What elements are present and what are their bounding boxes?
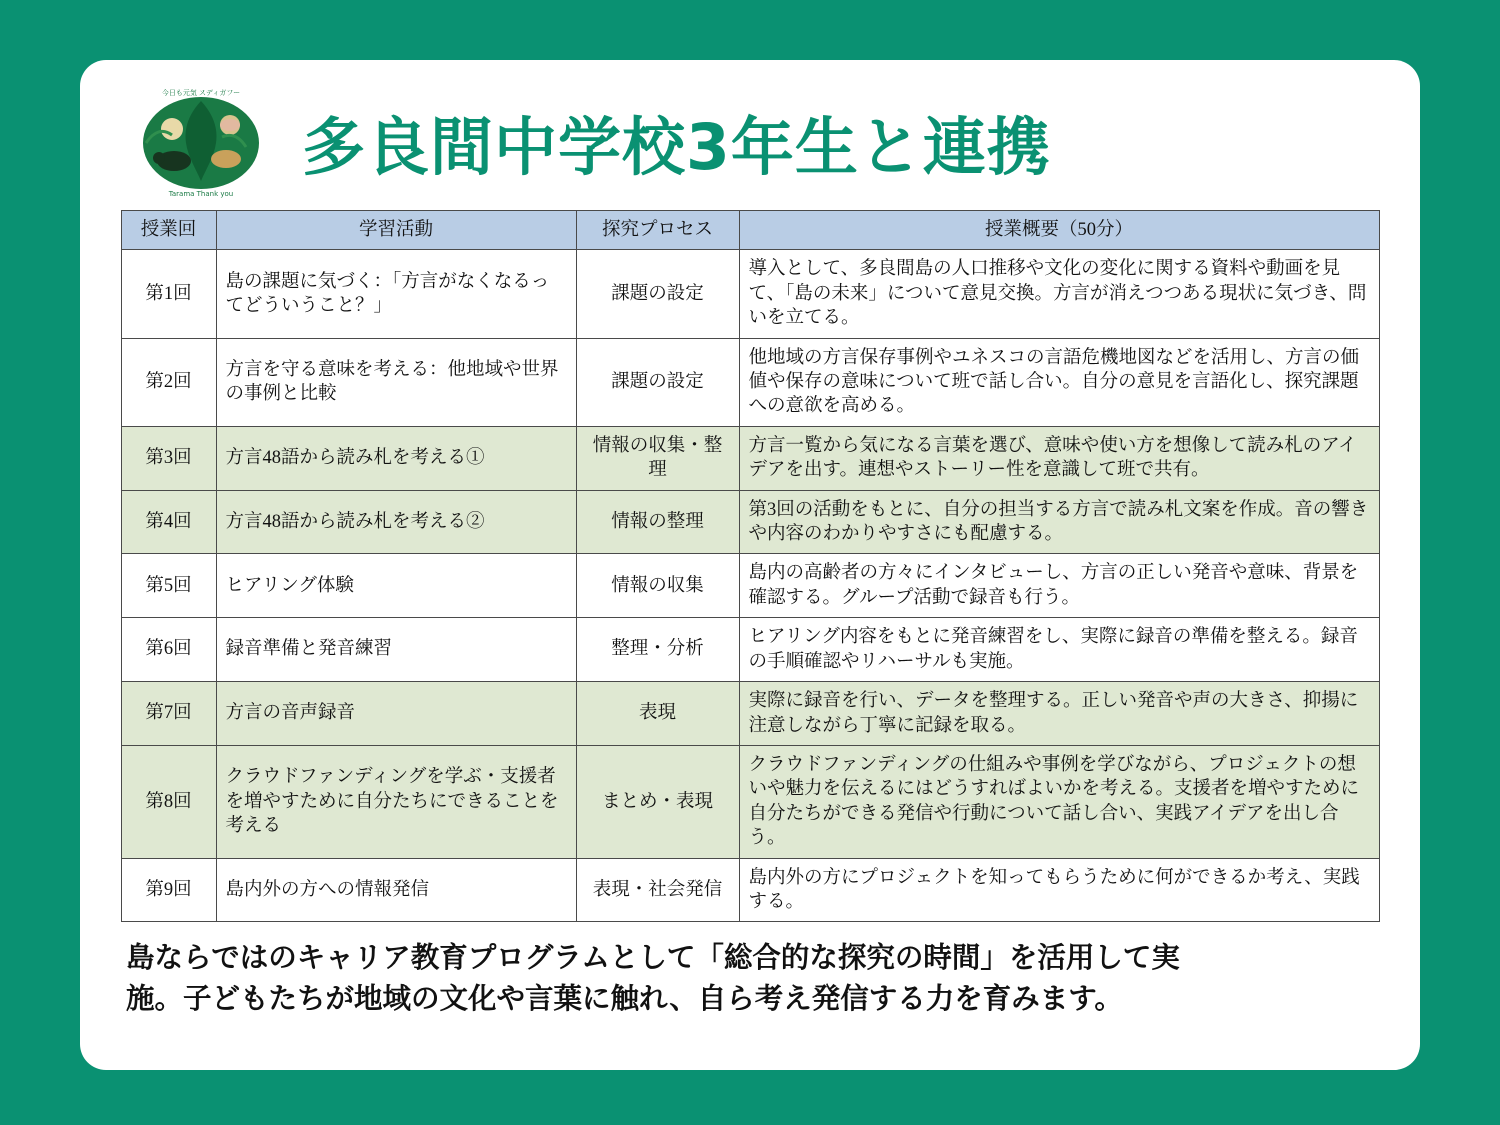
cell-outline: 方言一覧から気になる言葉を選び、意味や使い方を想像して読み札のアイデアを出す。連想やストーリー性を意識して班で共有。 <box>739 426 1379 490</box>
column-header-activity: 学習活動 <box>216 211 576 250</box>
cell-process: 課題の設定 <box>576 250 739 338</box>
svg-text:今日も元気 スディガフー: 今日も元気 スディガフー <box>161 88 241 97</box>
lesson-plan-table <box>121 210 1380 922</box>
cell-process: 整理・分析 <box>576 618 739 682</box>
cell-outline: 他地域の方言保存事例やユネスコの言語危機地図などを活用し、方言の価値や保存の意味について班で話し合い。自分の意見を言語化し、探究課題への意欲を高める。 <box>739 338 1379 426</box>
table-row <box>121 554 1379 618</box>
table-row <box>121 858 1379 922</box>
cell-process: 表現 <box>576 682 739 746</box>
table-row <box>121 618 1379 682</box>
svg-text:Tarama Thank you: Tarama Thank you <box>168 189 234 198</box>
cell-outline: 島内の高齢者の方々にインタビューし、方言の正しい発音や意味、背景を確認する。グループ活動で録音も行う。 <box>739 554 1379 618</box>
cell-process: まとめ・表現 <box>576 745 739 858</box>
table-row <box>121 426 1379 490</box>
cell-session: 第3回 <box>121 426 216 490</box>
table-header-row <box>121 211 1379 250</box>
cell-process: 情報の収集 <box>576 554 739 618</box>
cell-session: 第1回 <box>121 250 216 338</box>
cell-session: 第6回 <box>121 618 216 682</box>
table-row <box>121 682 1379 746</box>
cell-outline: 島内外の方にプロジェクトを知ってもらうために何ができるか考え、実践する。 <box>739 858 1379 922</box>
footer-line-2: 施。子どもたちが地域の文化や言葉に触れ、自ら考え発信する力を育みます。 <box>126 981 1123 1015</box>
cell-outline: クラウドファンディングの仕組みや事例を学びながら、プロジェクトの想いや魅力を伝えるにはどうすればよいかを考える。支援者を増やすために自分たちができる発信や行動について話し合い、実践アイデアを出し合う。 <box>739 745 1379 858</box>
footer-note <box>126 938 1382 1019</box>
tarama-logo-icon <box>126 85 276 200</box>
cell-process: 情報の整理 <box>576 490 739 554</box>
cell-outline: 第3回の活動をもとに、自分の担当する方言で読み札文案を作成。音の響きや内容のわかりやすさにも配慮する。 <box>739 490 1379 554</box>
cell-outline: 導入として、多良間島の人口推移や文化の変化に関する資料や動画を見て、「島の未来」について意見交換。方言が消えつつある現状に気づき、問いを立てる。 <box>739 250 1379 338</box>
cell-session: 第5回 <box>121 554 216 618</box>
column-header-process: 探究プロセス <box>576 211 739 250</box>
page-title: 多良間中学校3年生と連携 <box>302 110 1051 184</box>
footer-line-1: 島ならではのキャリア教育プログラムとして「総合的な探究の時間」を活用して実 <box>126 941 1180 975</box>
cell-process: 表現・社会発信 <box>576 858 739 922</box>
cell-session: 第2回 <box>121 338 216 426</box>
cell-activity: 方言の音声録音 <box>216 682 576 746</box>
table-row <box>121 338 1379 426</box>
column-header-session: 授業回 <box>121 211 216 250</box>
cell-activity: 方言48語から読み札を考える② <box>216 490 576 554</box>
slide-header <box>108 82 1392 202</box>
slide-card <box>80 60 1420 1070</box>
column-header-outline: 授業概要（50分） <box>739 211 1379 250</box>
cell-activity: 島内外の方への情報発信 <box>216 858 576 922</box>
table-row <box>121 250 1379 338</box>
cell-activity: 方言を守る意味を考える：他地域や世界の事例と比較 <box>216 338 576 426</box>
cell-session: 第9回 <box>121 858 216 922</box>
cell-activity: 録音準備と発音練習 <box>216 618 576 682</box>
table-row <box>121 490 1379 554</box>
cell-session: 第4回 <box>121 490 216 554</box>
cell-session: 第8回 <box>121 745 216 858</box>
cell-activity: 方言48語から読み札を考える① <box>216 426 576 490</box>
table-row <box>121 745 1379 858</box>
cell-process: 情報の収集・整理 <box>576 426 739 490</box>
cell-activity: 島の課題に気づく：「方言がなくなるってどういうこと？」 <box>216 250 576 338</box>
cell-session: 第7回 <box>121 682 216 746</box>
cell-activity: クラウドファンディングを学ぶ・支援者を増やすために自分たちにできることを考える <box>216 745 576 858</box>
cell-activity: ヒアリング体験 <box>216 554 576 618</box>
cell-process: 課題の設定 <box>576 338 739 426</box>
cell-outline: 実際に録音を行い、データを整理する。正しい発音や声の大きさ、抑揚に注意しながら丁寧に記録を取る。 <box>739 682 1379 746</box>
cell-outline: ヒアリング内容をもとに発音練習をし、実際に録音の準備を整える。録音の手順確認やリハーサルも実施。 <box>739 618 1379 682</box>
